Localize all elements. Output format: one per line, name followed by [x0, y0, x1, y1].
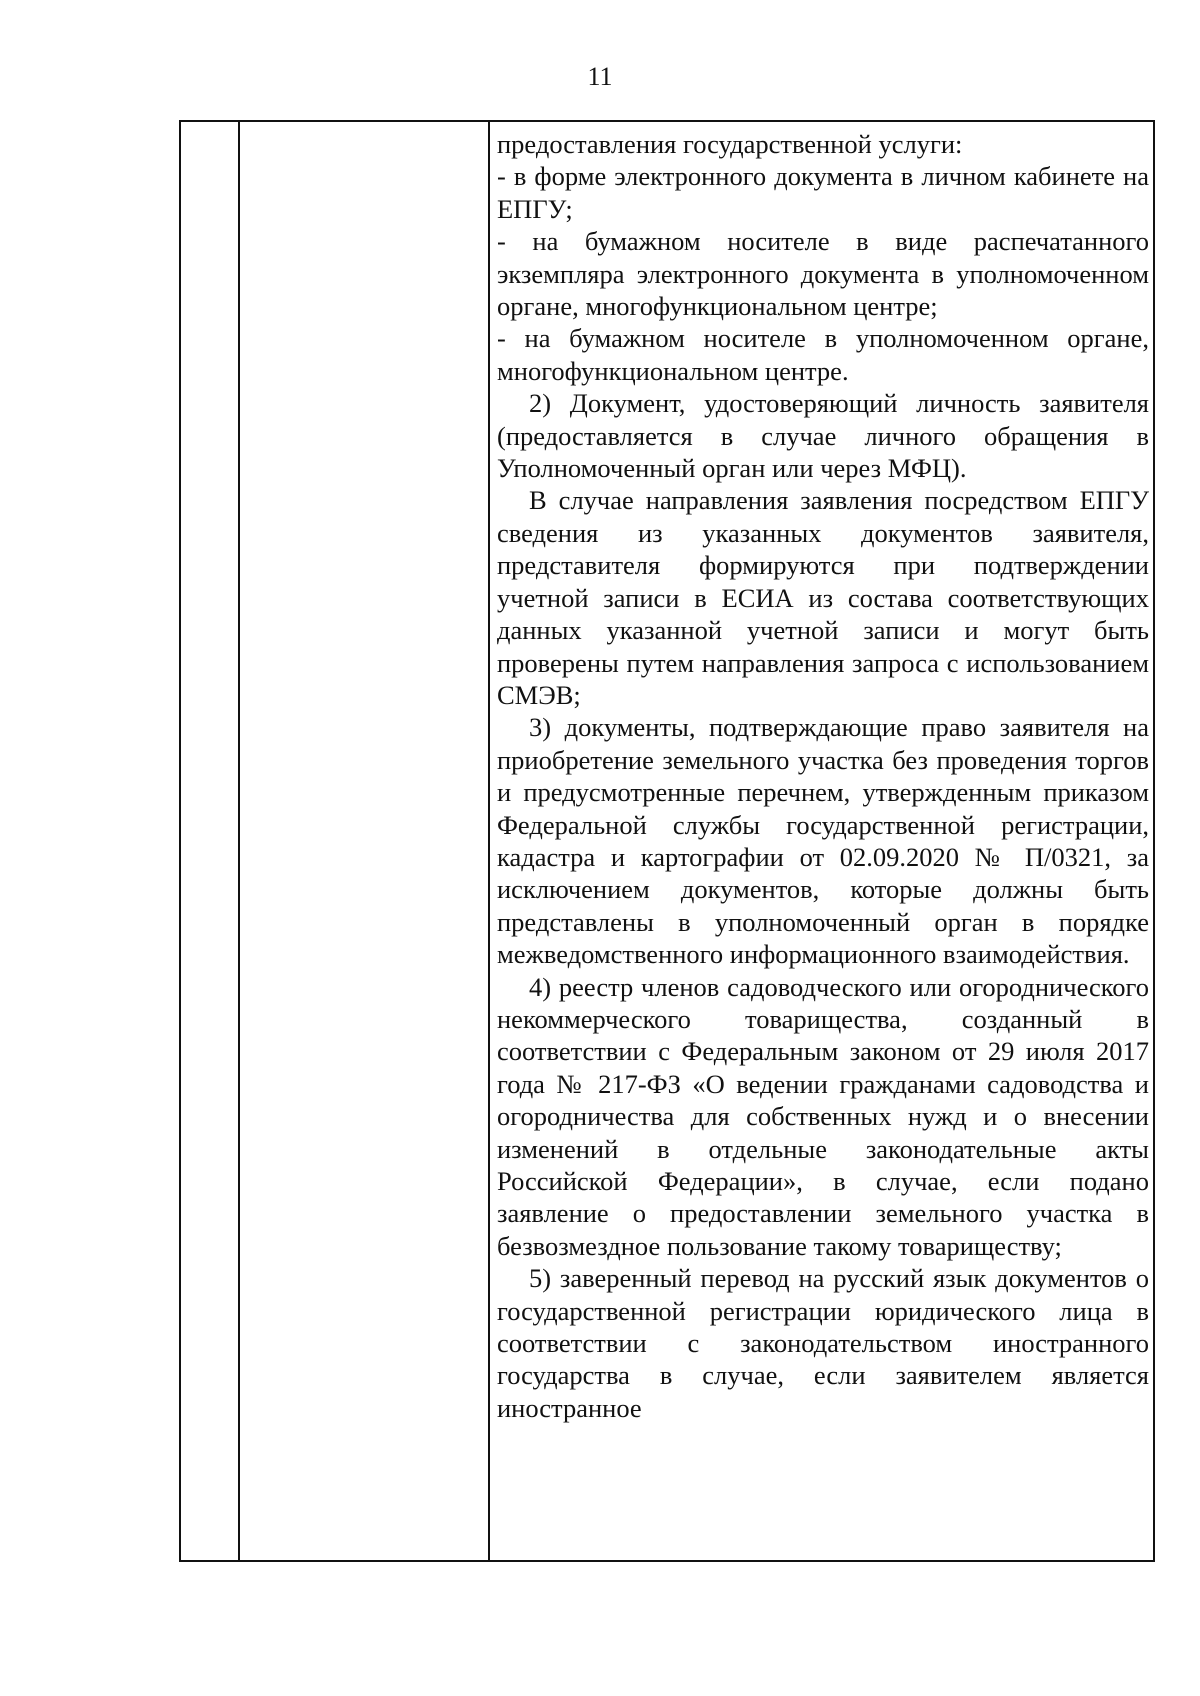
- paragraph-electronic-form: - в форме электронного документа в личном кабинете на ЕПГУ;: [497, 161, 1149, 224]
- paragraph-item-3: 3) документы, подтверждающие право заявителя на приобретение земельного участка без проведения торгов и предусмотренные перечнем, утвержденным приказом Федеральной службы государственной регистрации, кадастра и картографии от 02.09.2020 № П/0321, за исключением документов, которые должны быть представлены в уполномоченный орган в порядке межведомственного информационного взаимодействия.: [497, 712, 1149, 970]
- document-table: [179, 120, 1155, 1562]
- paragraph-paper-issued: - на бумажном носителе в уполномоченном органе, многофункциональном центре.: [497, 323, 1149, 386]
- table-cell-description: [497, 128, 1149, 1424]
- column-divider-2: [488, 122, 490, 1560]
- paragraph-paper-printed: - на бумажном носителе в виде распечатанного экземпляра электронного документа в уполномоченном органе, многофункциональном центре;: [497, 226, 1149, 322]
- column-divider-1: [238, 122, 240, 1560]
- paragraph-item-4: 4) реестр членов садоводческого или огороднического некоммерческого товарищества, созданный в соответствии с Федеральным законом от 29 июля 2017 года № 217-ФЗ «О ведении гражданами садоводства и огородничества для собственных нужд и о внесении изменений в отдельные законодательные акты Российской Федерации», в случае, если подано заявление о предоставлении земельного участка в безвозмездное пользование такому товариществу;: [497, 971, 1149, 1261]
- paragraph-epgu-note: В случае направления заявления посредством ЕПГУ сведения из указанных документов заявителя, представителя формируются при подтверждении учетной записи в ЕСИА из состава соответствующих данных указанной учетной записи и могут быть проверены путем направления запроса с использованием СМЭВ;: [497, 485, 1149, 710]
- paragraph-item-2: 2) Документ, удостоверяющий личность заявителя (предоставляется в случае личного обращения в Уполномоченный орган или через МФЦ).: [497, 388, 1149, 484]
- paragraph-item-5: 5) заверенный перевод на русский язык документов о государственной регистрации юридического лица в соответствии с законодательством иностранного государства в случае, если заявителем является иностранное: [497, 1263, 1149, 1423]
- paragraph-continuation: предоставления государственной услуги:: [497, 129, 963, 159]
- page-number: 11: [587, 62, 613, 91]
